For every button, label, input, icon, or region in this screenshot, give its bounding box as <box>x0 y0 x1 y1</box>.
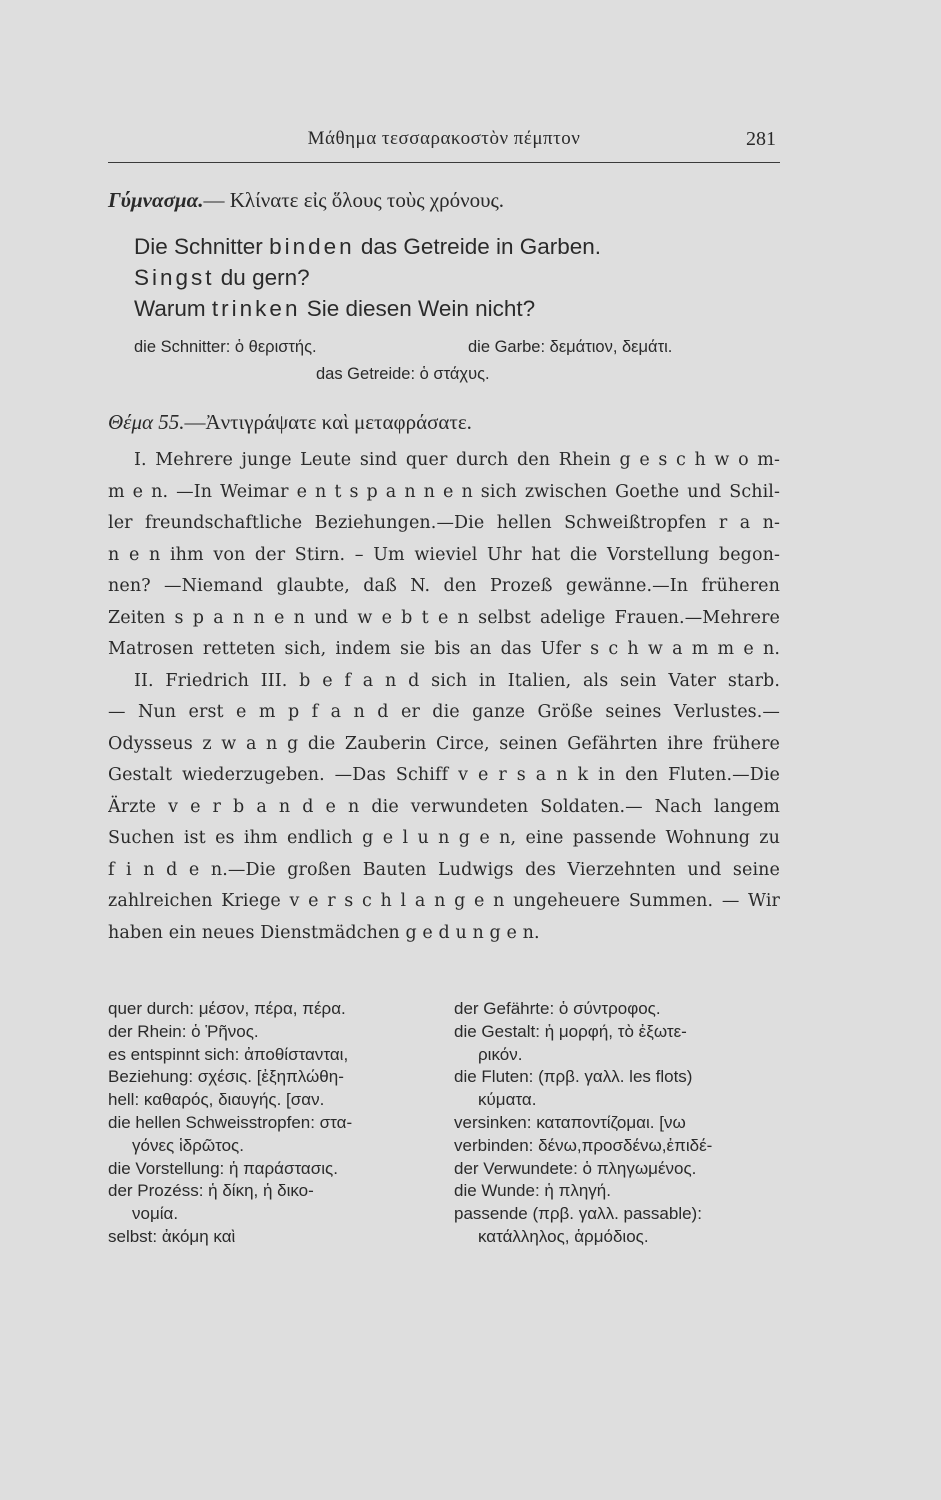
text-line: zahlreichen Kriege v e r s c h l a n g e n ungeheuere Summen. — Wir <box>108 891 780 911</box>
lesson-title: Μάθημα τεσσαρακοστὸν πέμπτον <box>307 128 581 149</box>
text-line: n e n ihm von der Stirn. – Um wieviel Uhr hat die Vorstellung begon- <box>108 544 780 565</box>
vocab-entry: Beziehung: σχέσις. [ἐξηπλώθη- <box>108 1067 344 1087</box>
exercise-instruction: — Κλίνατε εἰς ὅλους τοὺς χρόνους. <box>203 188 505 212</box>
text-line: Suchen ist es ihm endlich g e l u n g e n, eine passende Wohnung zu <box>108 828 780 848</box>
text-line: II. Friedrich III. b e f a n d sich in Italien, als sein Vater starb. <box>134 670 780 691</box>
theme-instruction: —Ἀντιγράψατε καὶ μεταφράσατε. <box>184 410 472 434</box>
spaced-verb: binden <box>269 234 355 259</box>
exercise-sentence: Die Schnitter binden das Getreide in Garben. <box>134 234 602 259</box>
vocab-entry: ρικόν. <box>478 1044 523 1064</box>
vocab-entry: verbinden: δένω,προσδένω,ἐπιδέ- <box>454 1135 713 1155</box>
vocab-column-left <box>108 998 438 1249</box>
vocab-entry: der Gefährte: ὁ σύντροφος. <box>454 999 661 1018</box>
vocab-entry: die hellen Schweisstropfen: στα- <box>108 1112 353 1132</box>
vocab-entry: die Gestalt: ἡ μορφή, τὸ ἐξωτε- <box>454 1021 687 1041</box>
vocab-entry: der Prozéss: ἡ δίκη, ἡ δικο- <box>108 1181 314 1201</box>
exercise-vocabulary <box>108 334 780 388</box>
theme-heading <box>108 410 780 435</box>
vocab-entry: die Garbe: δεμάτιον, δεμάτι. <box>468 338 673 356</box>
theme-text <box>108 445 780 949</box>
vocab-entry: νομία. <box>132 1204 179 1224</box>
main-content <box>108 188 780 949</box>
vocab-entry: κατάλληλος, ἁρμόδιος. <box>478 1226 649 1246</box>
vocab-entry: das Getreide: ὁ στάχυς. <box>316 365 490 383</box>
vocab-entry: die Vorstellung: ἡ παράστασις. <box>108 1158 338 1178</box>
spaced-verb: trinken <box>211 296 301 321</box>
text-line: m e n. —In Weimar e n t s p a n n e n sich zwischen Goethe und Schil- <box>108 481 780 502</box>
spaced-verb: Singst <box>134 265 215 290</box>
vocab-entry: versinken: καταποντίζομαι. [νω <box>454 1112 686 1132</box>
theme-label: Θέμα 55. <box>108 410 185 434</box>
vocab-entry: es entspinnt sich: ἀποθίστανται, <box>108 1044 349 1064</box>
text-line: Odysseus z w a n g die Zauberin Circe, seinen Gefährten ihre frühere <box>108 733 780 754</box>
text-line: — Nun erst e m p f a n d er die ganze Größe seines Verlustes.— <box>108 702 780 722</box>
text-line: I. Mehrere junge Leute sind quer durch den Rhein g e s c h w o m- <box>134 450 780 470</box>
vocab-entry: der Rhein: ὁ Ῥῆνος. <box>108 1021 259 1041</box>
text-line: Ärzte v e r b a n d e n die verwundeten Soldaten.— Nach langem <box>108 796 780 817</box>
vocab-entry: die Fluten: (πρβ. γαλλ. les flots) <box>454 1067 693 1087</box>
vocab-entry: κύματα. <box>478 1090 537 1110</box>
vocab-entry: die Wunde: ἡ πληγή. <box>454 1181 611 1201</box>
vocab-entry: hell: καθαρός, διαυγής. [σαν. <box>108 1090 325 1110</box>
vocab-entry: selbst: ἀκόμη καὶ <box>108 1226 236 1246</box>
text-line: haben ein neues Dienstmädchen g e d u n g e n. <box>108 922 540 943</box>
vocab-entry: γόνες ἱδρῶτος. <box>132 1135 244 1155</box>
page-number: 281 <box>746 128 776 150</box>
vocab-entry: die Schnitter: ὁ θεριστής. <box>134 338 317 356</box>
page-header <box>108 128 780 163</box>
exercise-heading <box>108 188 780 213</box>
vocab-entry: der Verwundete: ὁ πληγωμένος. <box>454 1158 697 1178</box>
text-line: f i n d e n.—Die großen Bauten Ludwigs des Vierzehnten und seine <box>108 859 780 880</box>
text-line: Zeiten s p a n n e n und w e b t e n selbst adelige Frauen.—Mehrere <box>108 607 780 628</box>
vocab-column-right <box>454 998 784 1249</box>
exercise-sentence: Singst du gern? <box>134 265 310 290</box>
vocab-entry: quer durch: μέσον, πέρα, πέρα. <box>108 999 346 1018</box>
exercise-label: Γύμνασμα. <box>108 188 204 212</box>
text-line: ler freundschaftliche Beziehungen.—Die hellen Schweißtropfen r a n- <box>108 513 780 533</box>
vocab-entry: passende (πρβ. γαλλ. passable): <box>454 1204 702 1224</box>
text-line: nen? —Niemand glaubte, daß N. den Prozeß gewänne.—In früheren <box>108 576 780 596</box>
text-line: Matrosen retteten sich, indem sie bis an das Ufer s c h w a m m e n. <box>108 639 780 659</box>
exercise-sentence: Warum trinken Sie diesen Wein nicht? <box>134 296 536 321</box>
text-line: Gestalt wiederzugeben. —Das Schiff v e r s a n k in den Fluten.—Die <box>108 765 780 785</box>
